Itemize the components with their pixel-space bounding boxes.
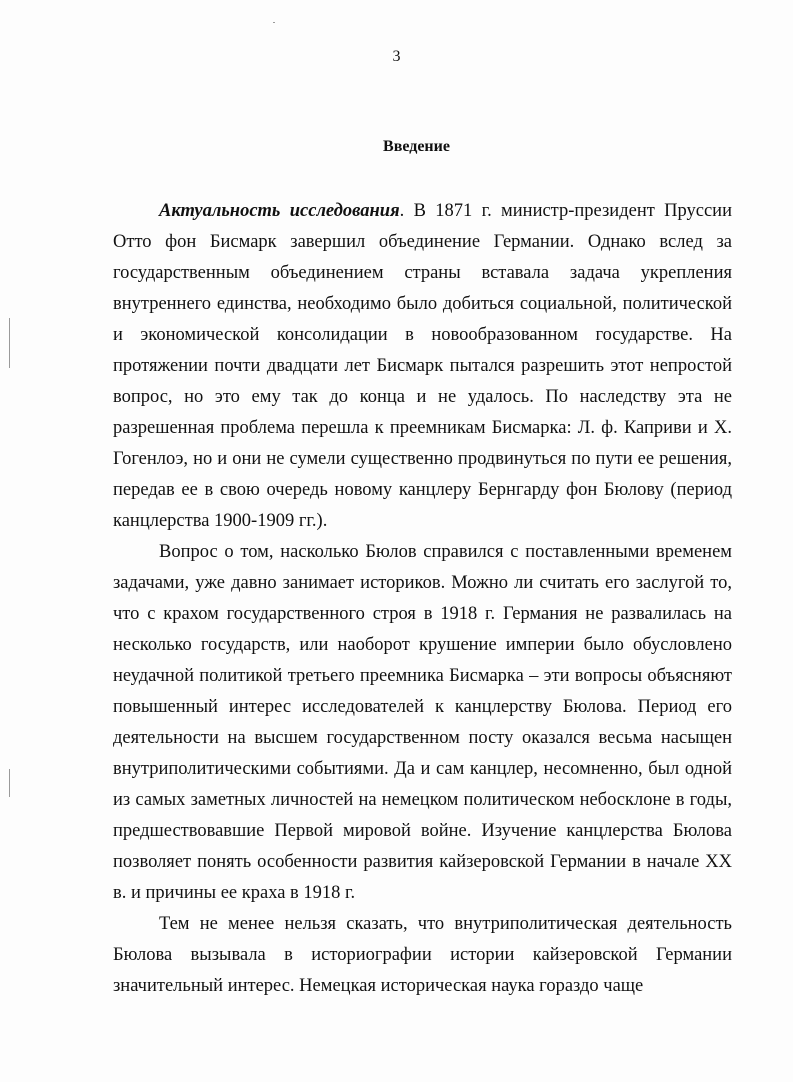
page-number: 3: [392, 48, 401, 65]
paragraph-text: Вопрос о том, насколько Бюлов справился с поставленными временем задачами, уже давно занимает историков. Можно ли считать его заслугой то, что с крахом государственного строя в 1918 г. Германия не развалилась на несколько государств, или наоборот крушение империи было обусловлено неудачной политикой третьего преемника Бисмарка – эти вопросы объясняют повышенный интерес исследователей к канцлерству Бюлова. Период его деятельности на высшем государственном посту оказался весьма насыщен внутриполитическими событиями. Да и сам канцлер, несомненно, был одной из самых заметных личностей на немецком политическом небосклоне в годы, предшествовавшие Первой мировой войне. Изучение канцлерства Бюлова позволяет понять особенности развития кайзеровской Германии в начале XX в. и причины ее краха в 1918 г.: [113, 542, 732, 903]
scan-artifact: [9, 318, 10, 368]
section-heading: Введение: [383, 138, 450, 155]
paragraph-text: Тем не менее нельзя сказать, что внутриполитическая деятельность Бюлова вызывала в историографии истории кайзеровской Германии значительный интерес. Немецкая историческая наука гораздо чаще: [113, 914, 732, 996]
paragraph-text: . В 1871 г. министр-президент Пруссии Отто фон Бисмарк завершил объединение Германии. Однако вслед за государственным объединением страны вставала задача укрепления внутреннего единства, необходимо было добиться социальной, политической и экономической консолидации в новообразованном государстве. На протяжении почти двадцати лет Бисмарк пытался разрешить этот непростой вопрос, но это ему так до конца и не удалось. По наследству эта не разрешенная проблема перешла к преемникам Бисмарка: Л. ф. Каприви и Х. Гогенлоэ, но и они не сумели существенно продвинуться по пути ее решения, передав ее в свою очередь новому канцлеру Бернгарду фон Бюлову (период канцлерства 1900-1909 гг.).: [113, 201, 732, 531]
paragraph: [113, 537, 732, 909]
paragraph-lead: Актуальность исследования: [159, 201, 400, 221]
body-text: [113, 196, 732, 1002]
scan-artifact: [273, 22, 275, 23]
paragraph: [113, 909, 732, 1002]
scan-artifact: [9, 769, 10, 797]
paragraph: [113, 196, 732, 537]
